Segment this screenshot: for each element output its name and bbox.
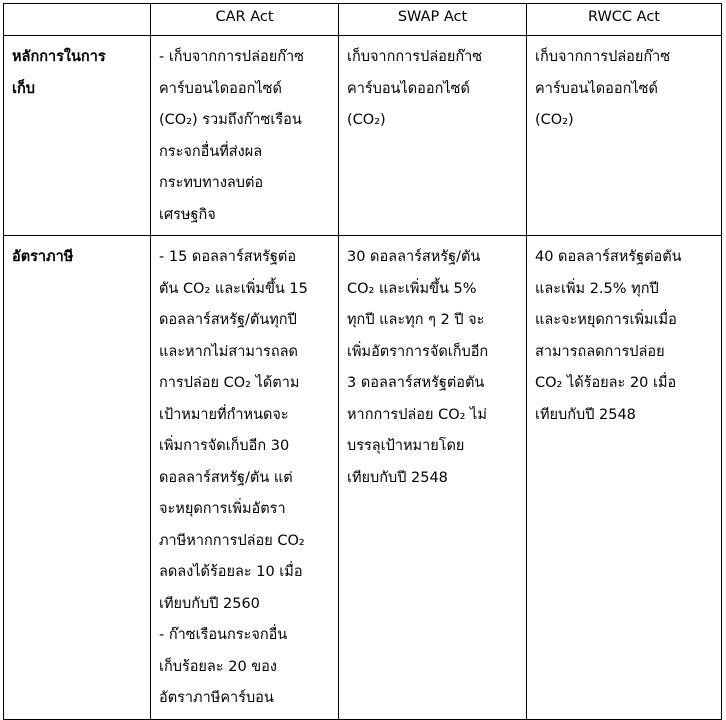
cell-line: เพิ่มการจัดเก็บอีก 30: [159, 438, 290, 454]
cell-line: (CO₂) รวมถึงก๊าซเรือน: [159, 112, 302, 128]
cell-line: การปล่อย CO₂ ได้ตาม: [159, 375, 300, 391]
cell-line: จะหยุดการเพิ่มอัตรา: [159, 501, 286, 517]
rwcc-act-cell: [527, 36, 722, 236]
cell-line: เก็บร้อยละ 20 ของ: [159, 658, 277, 675]
cell-line: เทียบกับปี 2548: [347, 469, 448, 486]
header-car-act: CAR Act: [151, 4, 339, 36]
cell-line: 3 ดอลลาร์สหรัฐต่อตัน: [347, 375, 485, 391]
cell-line: บรรลุเป้าหมายโดย: [347, 438, 465, 454]
cell-line: เก็บจากการปล่อยก๊าซ: [535, 49, 671, 65]
cell-line: คาร์บอนไดออกไซด์: [159, 80, 282, 97]
cell-line: CO₂ ได้ร้อยละ 20 เมื่อ: [535, 375, 677, 391]
cell-line: เก็บจากการปล่อยก๊าซ: [347, 49, 483, 65]
cell-line: (CO₂): [535, 112, 574, 128]
cell-line: สามารถลดการปล่อย: [535, 343, 665, 360]
header-swap-act: SWAP Act: [339, 4, 527, 36]
table-row: [4, 36, 722, 236]
cell-line: หากการปล่อย CO₂ ไม่: [347, 406, 487, 423]
cell-line: กระจกอื่นที่ส่งผล: [159, 143, 263, 160]
cell-line: เพิ่มอัตราการจัดเก็บอีก: [347, 343, 489, 360]
cell-line: เป้าหมายที่กำหนดจะ: [159, 406, 289, 423]
cell-line: ตัน CO₂ และเพิ่มขึ้น 15: [159, 280, 308, 297]
cell-line: คาร์บอนไดออกไซด์: [535, 80, 658, 97]
row-label-line: เก็บ: [12, 80, 35, 97]
cell-line: เศรษฐกิจ: [159, 206, 216, 223]
header-corner-cell: [4, 4, 151, 36]
cell-line: และหากไม่สามารถลด: [159, 343, 298, 360]
row-label-line: หลักการในการ: [12, 49, 106, 65]
cell-line: เทียบกับปี 2548: [535, 406, 636, 423]
cell-line: และเพิ่ม 2.5% ทุกปี: [535, 280, 659, 297]
cell-line: ทุกปี และทุก ๆ 2 ปี จะ: [347, 312, 485, 328]
cell-line: อัตราภาษีคาร์บอน: [159, 690, 274, 706]
cell-line: - เก็บจากการปล่อยก๊าซ: [159, 49, 304, 65]
cell-line: - 15 ดอลลาร์สหรัฐต่อ: [159, 249, 297, 265]
cell-line: คาร์บอนไดออกไซด์: [347, 80, 470, 97]
cell-line: (CO₂): [347, 112, 386, 128]
row-label-cell: [4, 236, 151, 720]
cell-line: ดอลลาร์สหรัฐ/ตัน แต่: [159, 469, 293, 486]
swap-act-cell: [339, 236, 527, 720]
row-label-line: อัตราภาษี: [12, 249, 74, 265]
car-act-cell: [151, 36, 339, 236]
cell-line: - ก๊าซเรือนกระจกอื่น: [159, 627, 288, 643]
swap-act-cell: [339, 36, 527, 236]
car-act-cell: [151, 236, 339, 720]
cell-line: และจะหยุดการเพิ่มเมื่อ: [535, 312, 677, 328]
comparison-table: [3, 3, 722, 720]
row-label-cell: [4, 36, 151, 236]
table-row: [4, 236, 722, 720]
cell-line: 30 ดอลลาร์สหรัฐ/ตัน: [347, 249, 481, 265]
rwcc-act-cell: [527, 236, 722, 720]
cell-line: ลดลงได้ร้อยละ 10 เมื่อ: [159, 564, 303, 580]
cell-line: ดอลลาร์สหรัฐ/ตันทุกปี: [159, 312, 297, 328]
cell-line: ภาษีหากการปล่อย CO₂: [159, 532, 305, 549]
cell-line: 40 ดอลลาร์สหรัฐต่อตัน: [535, 249, 682, 265]
cell-line: กระทบทางลบต่อ: [159, 175, 264, 191]
header-row: [4, 4, 722, 36]
header-rwcc-act: RWCC Act: [527, 4, 722, 36]
cell-line: CO₂ และเพิ่มขึ้น 5%: [347, 280, 477, 297]
cell-line: เทียบกับปี 2560: [159, 595, 260, 612]
